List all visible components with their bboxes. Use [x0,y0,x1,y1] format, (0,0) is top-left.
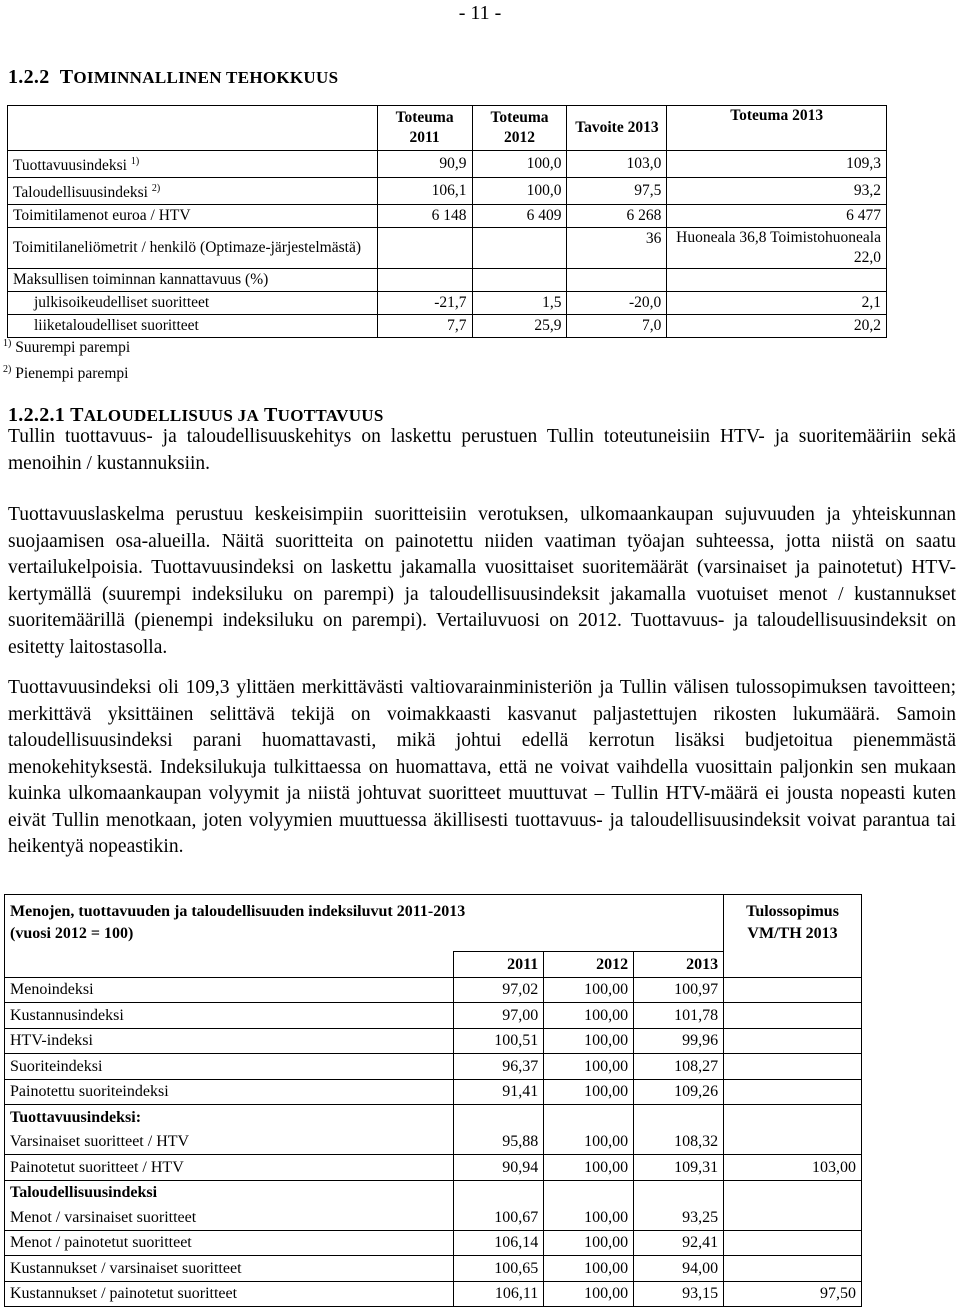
page-number: - 11 - [458,2,502,24]
table-cell: 100,00 [544,1281,634,1307]
row-label: HTV-indeksi [5,1028,454,1054]
table-row [8,178,887,205]
subsection-heading: 1.2.2.1 TALOUDELLISUUS JA TUOTTAVUUS [8,404,384,426]
row-label: Painotetut suoritteet / HTV [5,1155,454,1181]
table-cell: 36 [567,228,667,269]
table-cell: 100,00 [544,1230,634,1256]
table-header-blank [5,952,454,978]
table-row [5,1281,862,1307]
table-cell: 100,00 [544,1205,634,1230]
table-cell: 90,9 [377,151,472,178]
row-label: Kustannukset / painotetut suoritteet [5,1281,454,1307]
table-cell: 100,00 [544,1079,634,1105]
table-note: $^{2)}$ Pienempi parempi [3,364,129,383]
row-label: Menoindeksi [5,977,454,1003]
table-cell [472,269,567,292]
table-cell: 99,96 [634,1028,724,1054]
paragraph: Tullin tuottavuus- ja taloudellisuuskehitys on laskettu perustuen Tullin toteutuneisiin HTV- ja suoritemääriin sekä menoihin / kustannuksiin. [8,426,956,474]
target-cell [724,1054,862,1080]
table-cell: 91,41 [454,1079,544,1105]
table-cell: 25,9 [472,315,567,338]
table-caption: Menojen, tuottavuuden ja taloudellisuuden indeksiluvut 2011-2013 (vuosi 2012 = 100) [5,895,724,952]
target-cell [724,1256,862,1282]
table-cell: 108,27 [634,1054,724,1080]
row-label: Toimitilaneliömetrit / henkilö (Optimaze-järjestelmästä) [8,228,378,269]
table-row [8,205,887,228]
table-cell [472,228,567,269]
table-cell: 93,2 [667,178,887,205]
row-label: Menot / varsinaiset suoritteet [5,1205,454,1230]
table-cell: 100,00 [544,1130,634,1155]
section-heading [8,66,338,89]
row-label: Varsinaiset suoritteet / HTV [5,1130,454,1155]
table-row [5,1256,862,1282]
table-cell: 6 409 [472,205,567,228]
table-cell: 96,37 [454,1054,544,1080]
paragraph: Tuottavuuslaskelma perustuu keskeisimpiin suoritteisiin verotuksen, ulkomaankaupan sujuvuuden ja yhteiskunnan suojaamisen osa-alueilla. Näitä suoritteita on painotettu niiden vaatiman työajan suhteessa, jotta niistä on saatu vertailukelpoisia. Tuottavuusindeksi on laskettu jakamalla vuosittaiset suoritemäärät (varsinaiset ja painotetut) HTV-kertymällä (suurempi indeksiluku on parempi) ja taloudellisuusindeksit jakamalla vuotuiset menot / kustannukset suoritemäärillä (pienempi indeksiluku on parempi). Vertailuvuosi on 2012. Tuottavuus- ja taloudellisuusindeksit on esitetty laitostasolla. [8,504,956,658]
section-title-rest: OIMINNALLINEN TEHOKKUUS [73,68,339,87]
table-row [8,292,887,315]
table-cell: -21,7 [377,292,472,315]
table-row [5,1130,862,1155]
table-cell: 97,5 [567,178,667,205]
table-cell [544,1105,634,1130]
row-label: Toimitilamenot euroa / HTV [8,205,378,228]
section-title-first: T [59,66,74,88]
table-header: Toteuma 2013 [667,106,887,151]
table-header: 2012 [544,952,634,978]
table-cell: 100,0 [472,151,567,178]
row-label: Suoriteindeksi [5,1054,454,1080]
table-cell [667,269,887,292]
target-cell: 97,50 [724,1281,862,1307]
target-cell [724,1079,862,1105]
table-row [8,315,887,338]
target-cell [724,1003,862,1029]
table-cell: 100,51 [454,1028,544,1054]
row-label: Taloudellisuusindeksi $^{2)}$ [8,178,378,205]
table-cell: 109,3 [667,151,887,178]
table-cell: 94,00 [634,1256,724,1282]
table-cell: 100,0 [472,178,567,205]
efficiency-table [7,105,887,338]
table-header-blank [8,106,378,151]
table-note: $^{1)}$ Suurempi parempi [3,338,131,357]
target-cell: 103,00 [724,1155,862,1181]
target-cell [724,977,862,1003]
table-header: 2011 [454,952,544,978]
row-label: liiketaloudelliset suoritteet [8,315,378,338]
table-cell: 108,32 [634,1130,724,1155]
table-cell [634,1105,724,1130]
table-cell [724,1180,862,1205]
table-cell: -20,0 [567,292,667,315]
table-cell: 2,1 [667,292,887,315]
table-cell: 100,97 [634,977,724,1003]
paragraph: Tuottavuusindeksi oli 109,3 ylittäen merkittävästi valtiovarainministeriön ja Tullin välisen tulossopimuksen tavoitteen; merkittävä yksittäinen selittävä tekijä on voimakkaasti kasvanut paljastettujen rikosten lukumäärä. Samoin taloudellisuusindeksi parani huomattavasti, mikä johtui edellä kerrotun lisäksi budjetoitua pienemmästä menokehityksestä. Indeksilukuja tulkittaessa on huomattava, että ne voivat vaihdella vuosittain paljonkin sen mukaan kuinka ulkomaankaupan volyymit ja niistä johtuvat suoritteet muuttuvat – Tullin HTV-määrä ei jousta nopeasti kuten eivät Tullin menotkaan, joten volyymien muuttuessa äkillisesti tuottavuus- ja taloudellisuusindeksit voivat parantua tai heikentyä nopeastikin. [8,677,956,857]
table-row [5,1028,862,1054]
row-label: Maksullisen toiminnan kannattavuus (%) [8,269,378,292]
table-cell [634,1180,724,1205]
table-cell: 90,94 [454,1155,544,1181]
table-cell: 93,25 [634,1205,724,1230]
table-cell [377,269,472,292]
table-cell: 100,00 [544,977,634,1003]
table-notes [3,333,130,385]
table-cell [454,1105,544,1130]
table-row [5,1054,862,1080]
table-cell: 109,31 [634,1155,724,1181]
table-cell: 7,7 [377,315,472,338]
table-cell: 6 268 [567,205,667,228]
table-cell: 6 148 [377,205,472,228]
table-row [5,1205,862,1230]
target-cell [724,1205,862,1230]
section-number: 1.2.2 [8,66,50,88]
table-cell: 106,11 [454,1281,544,1307]
target-cell [724,1230,862,1256]
target-cell [724,1130,862,1155]
table-cell: 1,5 [472,292,567,315]
table-row [8,151,887,178]
table-cell: 106,14 [454,1230,544,1256]
group-label: Taloudellisuusindeksi [5,1180,454,1205]
row-label: Menot / painotetut suoritteet [5,1230,454,1256]
table-cell: 100,67 [454,1205,544,1230]
table-cell [454,1180,544,1205]
table-cell: 92,41 [634,1230,724,1256]
index-table [4,894,862,1307]
row-label: Painotettu suoriteindeksi [5,1079,454,1105]
table-cell: 97,00 [454,1003,544,1029]
table-cell: 7,0 [567,315,667,338]
table-cell: 109,26 [634,1079,724,1105]
table-cell [724,1105,862,1130]
subsection-number: 1.2.2.1 [8,404,66,426]
table-header: Tavoite 2013 [567,106,667,151]
table-cell: 100,00 [544,1256,634,1282]
table-header: Toteuma 2011 [377,106,472,151]
table-cell [567,269,667,292]
table-cell [377,228,472,269]
table-row [5,1003,862,1029]
row-label: Tuottavuusindeksi $^{1)}$ [8,151,378,178]
table-cell: 97,02 [454,977,544,1003]
target-header: Tulossopimus VM/TH 2013 [724,895,862,978]
table-cell: 100,00 [544,1003,634,1029]
target-cell [724,1028,862,1054]
table-cell: 93,15 [634,1281,724,1307]
table-caption-row [5,895,862,952]
row-label: julkisoikeudelliset suoritteet [8,292,378,315]
table-cell: 95,88 [454,1130,544,1155]
table-cell: 100,00 [544,1028,634,1054]
table-group-row [5,1180,862,1205]
table-cell: 20,2 [667,315,887,338]
table-cell: 100,65 [454,1256,544,1282]
table-header-row [8,106,887,151]
table-header: 2013 [634,952,724,978]
table-cell: 100,00 [544,1155,634,1181]
group-label: Tuottavuusindeksi: [5,1105,454,1130]
table-group-row [5,1105,862,1130]
table-row [5,1155,862,1181]
table-row [5,1230,862,1256]
table-cell: 100,00 [544,1054,634,1080]
row-label: Kustannusindeksi [5,1003,454,1029]
table-cell: Huoneala 36,8 Toimistohuoneala 22,0 [667,228,887,269]
table-cell [544,1180,634,1205]
table-row [5,977,862,1003]
table-row [5,1079,862,1105]
row-label: Kustannukset / varsinaiset suoritteet [5,1256,454,1282]
table-row [8,269,887,292]
table-row [8,228,887,269]
table-cell: 103,0 [567,151,667,178]
table-cell: 6 477 [667,205,887,228]
table-cell: 101,78 [634,1003,724,1029]
table-cell: 106,1 [377,178,472,205]
table-header: Toteuma 2012 [472,106,567,151]
